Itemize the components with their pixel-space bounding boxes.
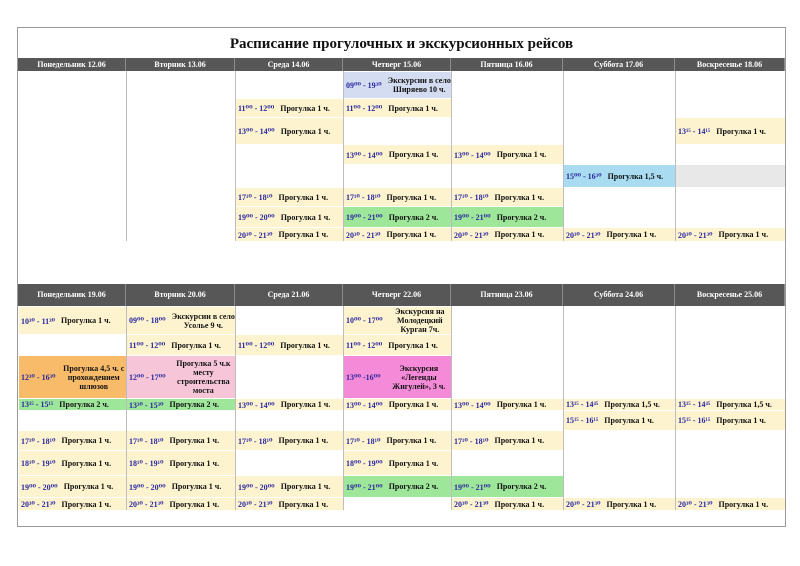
slot-label: Прогулка 1 ч. — [606, 230, 657, 239]
schedule-slot — [127, 476, 235, 497]
slot-time: 17¹⁰ - 18¹⁰ — [346, 436, 381, 446]
schedule-slot — [452, 476, 563, 497]
schedule-slot — [676, 228, 785, 241]
slot-time: 09⁰⁰ - 19³⁰ — [346, 80, 382, 90]
slot-time: 10⁰⁰ - 17⁰⁰ — [346, 316, 383, 325]
schedule-slot — [236, 399, 343, 410]
column-divider — [126, 58, 127, 241]
schedule-slot — [236, 335, 343, 355]
schedule-slot — [344, 72, 451, 98]
slot-time: 11⁰⁰ - 12⁰⁰ — [238, 104, 275, 113]
slot-time: 20³⁰ - 21³⁰ — [566, 500, 601, 509]
column-divider — [675, 58, 676, 241]
slot-label: Прогулка 1 ч. — [280, 340, 330, 350]
slot-label: Прогулка 1 ч. — [171, 340, 221, 350]
slot-label: Прогулка 1,5 ч. — [607, 171, 664, 181]
slot-label: Прогулка 1 ч. — [494, 436, 545, 445]
schedule-slot — [344, 307, 451, 334]
slot-time: 20³⁰ - 21³⁰ — [454, 500, 489, 509]
slot-time: 13⁰⁰ - 14⁰⁰ — [454, 400, 491, 410]
day-header: Пятница 16.06 — [451, 58, 563, 71]
page-title: Расписание прогулочных и экскурсионных рейсов — [229, 36, 574, 52]
slot-label: Прогулка 2 ч. — [496, 212, 547, 222]
schedule-slot — [344, 188, 451, 206]
slot-label: Прогулка 1 ч. — [61, 316, 111, 325]
slot-time: 09⁰⁰ - 18⁰⁰ — [129, 316, 166, 325]
slot-time: 17¹⁰ - 18¹⁰ — [21, 436, 56, 446]
slot-label: Прогулка 1 ч. — [494, 230, 545, 239]
schedule-slot — [564, 498, 675, 510]
slot-time: 20³⁰ - 21³⁰ — [678, 230, 713, 240]
slot-time: 17¹⁰ - 18¹⁰ — [238, 193, 273, 202]
slot-label: Прогулка 1 ч. — [494, 499, 545, 509]
column-divider — [563, 58, 564, 241]
slot-time: 13⁰⁰ - 14⁰⁰ — [454, 150, 491, 160]
slot-time: 17¹⁰ - 18¹⁰ — [129, 436, 164, 446]
slot-time: 13³⁰ - 15³⁰ — [129, 400, 164, 410]
schedule-slot — [564, 399, 675, 410]
slot-label: Экскурсия «Легенды Жигулей», 3 ч. — [392, 363, 446, 391]
schedule-slot — [676, 165, 785, 187]
slot-label: Прогулка 1 ч. — [496, 150, 547, 159]
schedule-slot — [452, 207, 563, 227]
slot-time: 13⁰⁰ - 14⁰⁰ — [346, 150, 383, 160]
day-header: Суббота 24.06 — [563, 284, 675, 306]
slot-label: Прогулка 1 ч. — [604, 416, 654, 425]
slot-time: 12³⁰ - 16³⁰ — [21, 372, 56, 382]
slot-label: Экскурсии в село Усолье 9 ч. — [171, 311, 235, 330]
slot-time: 17¹⁰ - 18¹⁰ — [454, 193, 489, 202]
slot-label: Прогулка 1 ч. — [61, 458, 112, 468]
schedule-slot — [452, 498, 563, 510]
slot-label: Прогулка 1,5 ч. — [604, 400, 660, 409]
schedule-slot — [127, 307, 235, 334]
day-header: Среда 21.06 — [235, 284, 343, 306]
slot-label: Прогулка 1 ч. — [280, 126, 331, 136]
slot-time: 18¹⁰ - 19¹⁰ — [21, 459, 56, 468]
slot-time: 13⁰⁰ - 14⁰⁰ — [238, 127, 275, 136]
slot-label: Прогулка 1 ч. — [280, 103, 330, 113]
slot-time: 12⁰⁰ - 17⁰⁰ — [129, 372, 166, 382]
slot-label: Прогулка 1 ч. — [169, 458, 220, 468]
slot-time: 17¹⁰ - 18¹⁰ — [346, 193, 381, 202]
slot-label: Экскурсия на Молодецкий Курган 7ч. — [395, 307, 445, 334]
slot-time: 19⁰⁰ - 21⁰⁰ — [346, 482, 383, 492]
slot-label: Прогулка 2 ч. — [496, 482, 547, 491]
schedule-slot — [452, 399, 563, 410]
slot-label: Прогулка 1 ч. — [496, 400, 547, 409]
slot-time: 20³⁰ - 21³⁰ — [566, 230, 601, 240]
slot-label: Прогулка 1 ч. — [280, 482, 331, 491]
slot-time: 13¹⁵ - 14⁴⁵ — [678, 400, 711, 409]
schedule-slot — [452, 145, 563, 164]
day-header: Понедельник 19.06 — [18, 284, 126, 306]
schedule-slot — [564, 411, 675, 430]
slot-label: Прогулка 1 ч. — [278, 499, 329, 509]
slot-time: 20³⁰ - 21³⁰ — [129, 500, 164, 509]
day-header: Четверг 15.06 — [343, 58, 451, 71]
slot-label: Прогулка 1 ч. — [169, 499, 220, 509]
schedule-slot — [127, 335, 235, 355]
slot-label: Прогулка 1 ч. — [388, 150, 439, 159]
slot-label: Прогулка 2 ч. — [169, 400, 220, 409]
slot-label: Прогулка 1 ч. — [718, 230, 769, 239]
schedule-slot — [344, 431, 451, 450]
slot-label: Прогулка 1 ч. — [63, 482, 114, 491]
slot-time: 11⁰⁰ - 12⁰⁰ — [238, 341, 275, 350]
schedule-slot — [127, 451, 235, 475]
slot-label: Прогулка 1 ч. — [494, 192, 545, 202]
schedule-slot — [564, 165, 675, 187]
schedule-slot — [344, 207, 451, 227]
slot-time: 19⁰⁰ - 21⁰⁰ — [346, 213, 383, 222]
slot-time: 20³⁰ - 21³⁰ — [238, 500, 273, 509]
slot-label: Экскурсии в село Ширяево 10 ч. — [387, 76, 451, 94]
slot-label: Прогулка 1 ч. — [386, 436, 437, 445]
slot-time: 19⁰⁰ - 20⁰⁰ — [21, 482, 58, 492]
slot-label: Прогулка 1 ч. — [278, 436, 329, 445]
slot-time: 13⁰⁰ - 14⁰⁰ — [238, 400, 275, 410]
slot-label: Прогулка 1 ч. — [280, 400, 331, 409]
slot-time: 19⁰⁰ - 21⁰⁰ — [454, 213, 491, 222]
slot-label: Прогулка 5 ч.к месту строительства моста — [176, 359, 231, 395]
schedule-slot — [344, 399, 451, 410]
slot-label: Прогулка 1 ч. — [716, 126, 766, 136]
slot-label: Прогулка 1 ч. — [388, 103, 438, 113]
slot-time: 13¹⁵ - 15¹⁵ — [21, 400, 54, 409]
schedule-slot — [236, 118, 343, 144]
slot-time: 18⁰⁰ - 19⁰⁰ — [346, 459, 383, 468]
slot-time: 20³⁰ - 21³⁰ — [678, 500, 713, 509]
slot-label: Прогулка 1 ч. — [388, 340, 438, 350]
day-header: Понедельник 12.06 — [18, 58, 126, 71]
schedule-slot — [236, 476, 343, 497]
schedule-slot — [344, 356, 451, 398]
column-divider — [563, 284, 564, 510]
slot-time: 18¹⁰ - 19¹⁰ — [129, 459, 164, 468]
slot-label: Прогулка 1 ч. — [171, 482, 222, 491]
column-divider — [675, 284, 676, 510]
schedule-slot — [452, 228, 563, 241]
slot-time: 11⁰⁰ - 12⁰⁰ — [346, 104, 383, 113]
day-header: Вторник 20.06 — [126, 284, 235, 306]
day-header: Воскресенье 18.06 — [675, 58, 785, 71]
schedule-slot — [676, 498, 785, 510]
schedule-slot — [19, 498, 126, 510]
schedule-slot — [19, 356, 126, 398]
slot-time: 13¹⁵ - 14¹⁵ — [678, 126, 711, 136]
schedule-slot — [127, 399, 235, 410]
slot-label: Прогулка 4,5 ч. с прохождением шлюзов — [63, 363, 125, 391]
slot-time: 10³⁰ - 11³⁰ — [21, 316, 56, 326]
schedule-slot — [344, 99, 451, 117]
slot-time: 13⁰⁰ - 14⁰⁰ — [346, 400, 383, 410]
slot-label: Прогулка 1 ч. — [61, 499, 112, 509]
slot-time: 19⁰⁰ - 20⁰⁰ — [238, 213, 275, 222]
schedule-slot — [344, 335, 451, 355]
schedule-slot — [19, 399, 126, 410]
slot-label: Прогулка 1 ч. — [61, 436, 112, 445]
schedule-sheet — [17, 27, 786, 527]
schedule-slot — [236, 431, 343, 450]
slot-label: Прогулка 1 ч. — [386, 230, 437, 239]
slot-label: Прогулка 1 ч. — [169, 436, 220, 445]
schedule-slot — [344, 228, 451, 241]
schedule-slot — [127, 498, 235, 510]
schedule-slot — [344, 476, 451, 497]
schedule-slot — [344, 451, 451, 475]
schedule-slot — [452, 188, 563, 206]
slot-time: 15⁰⁰ - 16³⁰ — [566, 172, 602, 181]
slot-time: 19⁰⁰ - 20⁰⁰ — [238, 482, 275, 492]
slot-label: Прогулка 2 ч. — [59, 400, 109, 409]
slot-time: 15¹⁵ - 16¹⁵ — [678, 416, 711, 425]
slot-time: 20³⁰ - 21³⁰ — [21, 500, 56, 509]
schedule-slot — [236, 99, 343, 117]
schedule-slot — [676, 411, 785, 430]
day-header: Среда 14.06 — [235, 58, 343, 71]
slot-time: 11⁰⁰ - 12⁰⁰ — [346, 341, 383, 350]
slot-label: Прогулка 1 ч. — [280, 212, 331, 222]
schedule-slot — [564, 228, 675, 241]
schedule-slot — [236, 228, 343, 241]
schedule-slot — [236, 188, 343, 206]
slot-label: Прогулка 1 ч. — [718, 499, 769, 509]
day-header: Вторник 13.06 — [126, 58, 235, 71]
schedule-slot — [19, 307, 126, 334]
slot-label: Прогулка 1 ч. — [278, 230, 329, 239]
schedule-slot — [676, 118, 785, 144]
slot-label: Прогулка 1 ч. — [386, 192, 437, 202]
slot-label: Прогулка 1 ч. — [716, 416, 766, 425]
day-header: Пятница 23.06 — [451, 284, 563, 306]
schedule-slot — [236, 207, 343, 227]
slot-time: 20³⁰ - 21³⁰ — [454, 230, 489, 240]
slot-time: 17¹⁰ - 18¹⁰ — [454, 436, 489, 446]
slot-time: 19⁰⁰ - 21⁰⁰ — [454, 482, 491, 492]
schedule-slot — [452, 431, 563, 450]
slot-time: 13¹⁵ - 14⁴⁵ — [566, 400, 599, 409]
slot-label: Прогулка 2 ч. — [388, 482, 439, 491]
schedule-slot — [127, 431, 235, 450]
slot-time: 20³⁰ - 21³⁰ — [238, 230, 273, 240]
schedule-slot — [676, 399, 785, 410]
slot-time: 19⁰⁰ - 20⁰⁰ — [129, 482, 166, 492]
slot-time: 17¹⁰ - 18¹⁰ — [238, 436, 273, 446]
slot-label: Прогулка 1 ч. — [388, 400, 439, 409]
slot-time: 20³⁰ - 21³⁰ — [346, 230, 381, 240]
schedule-slot — [19, 476, 126, 497]
day-header: Суббота 17.06 — [563, 58, 675, 71]
slot-label: Прогулка 2 ч. — [388, 212, 439, 222]
schedule-slot — [19, 451, 126, 475]
schedule-slot — [19, 431, 126, 450]
slot-label: Прогулка 1 ч. — [388, 458, 439, 468]
schedule-slot — [344, 145, 451, 164]
slot-time: 15¹⁵ - 16¹⁵ — [566, 416, 599, 425]
slot-time: 13⁰⁰ -16⁰⁰ — [346, 372, 381, 382]
day-header: Воскресенье 25.06 — [675, 284, 785, 306]
slot-label: Прогулка 1,5 ч. — [716, 400, 772, 409]
slot-time: 11⁰⁰ - 12⁰⁰ — [129, 341, 166, 350]
day-header: Четверг 22.06 — [343, 284, 451, 306]
slot-label: Прогулка 1 ч. — [278, 192, 329, 202]
slot-label: Прогулка 1 ч. — [606, 499, 657, 509]
schedule-slot — [236, 498, 343, 510]
schedule-slot — [127, 356, 235, 398]
